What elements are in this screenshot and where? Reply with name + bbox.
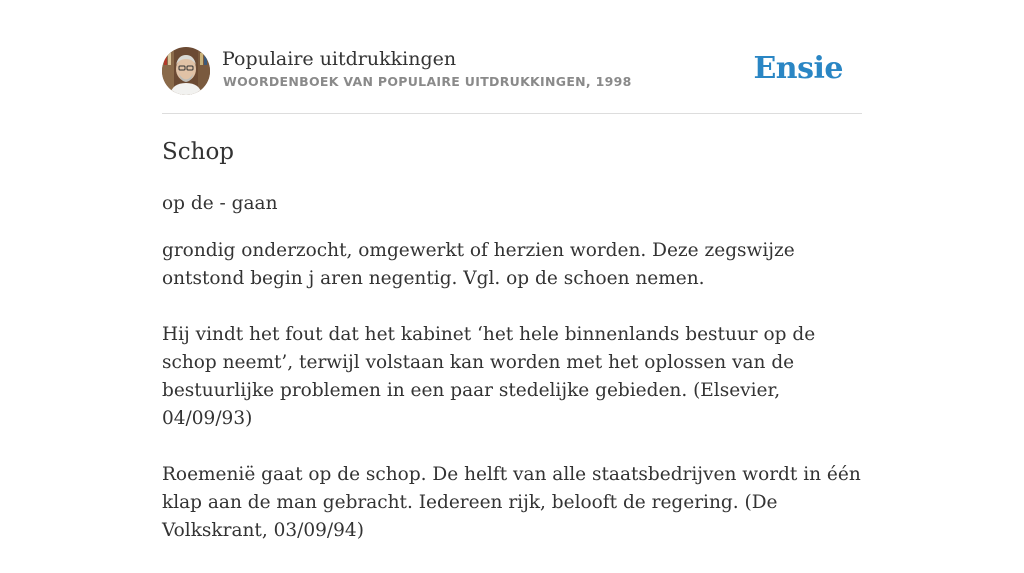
entry-definition	[162, 237, 872, 573]
definition-paragraph: grondig onderzocht, omgewerkt of herzien worden. Deze zegswijze ontstond begin j aren negentig. Vgl. op de schoen nemen.	[162, 240, 795, 289]
author-avatar[interactable]	[162, 47, 210, 95]
source-header	[162, 47, 862, 97]
quote-paragraph: Hij vindt het fout dat het kabinet ‘het hele binnenlands bestuur op de schop neemt’, terwijl volstaan kan worden met het oplossen van de bestuurlijke problemen in een paar stedelijke gebieden. (Elsevier, 04/09/93)	[162, 324, 816, 429]
source-subtitle: WOORDENBOEK VAN POPULAIRE UITDRUKKINGEN, 1998	[223, 74, 632, 89]
entry-term: Schop	[162, 139, 235, 165]
quote-paragraph: Roemenië gaat op de schop. De helft van alle staatsbedrijven wordt in één klap aan de man gebracht. Iedereen rijk, belooft de regering. (De Volkskrant, 03/09/94)	[162, 464, 861, 541]
author-portrait-icon	[162, 47, 210, 95]
entry-subterm: op de - gaan	[162, 193, 278, 214]
header-divider	[162, 113, 862, 114]
brand-logo[interactable]: Ensie	[753, 51, 843, 86]
entry-card	[162, 0, 862, 541]
source-title[interactable]: Populaire uitdrukkingen	[222, 48, 457, 70]
